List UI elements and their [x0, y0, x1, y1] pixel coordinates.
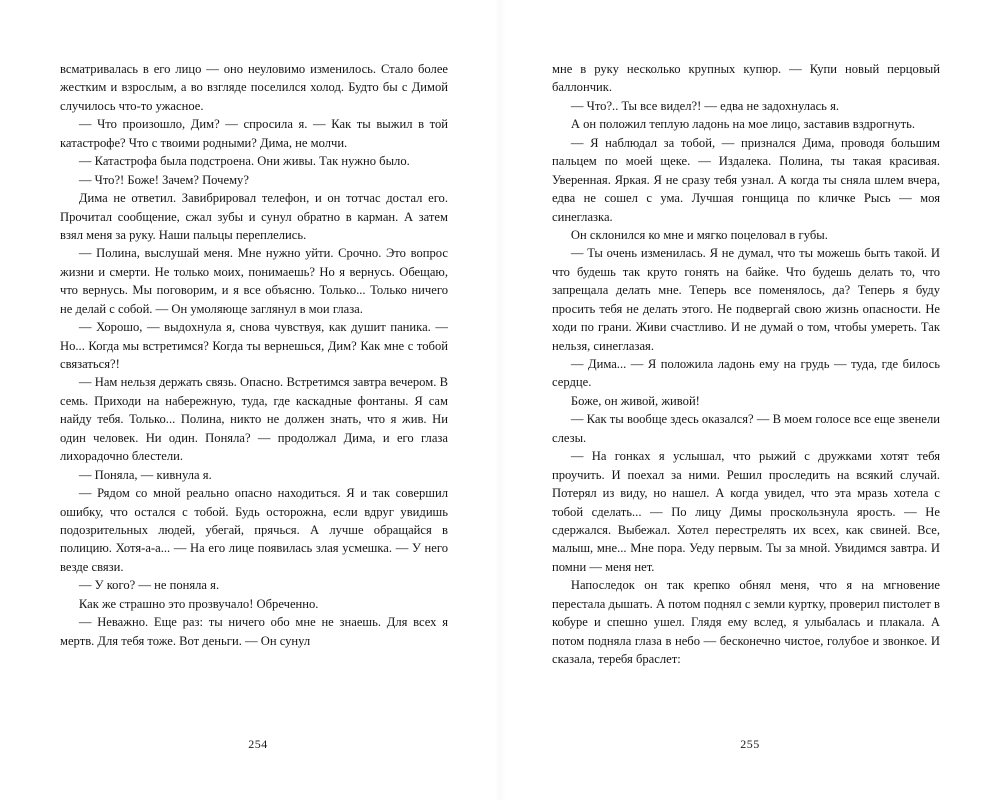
paragraph: мне в руку несколько крупных купюр. — Купи новый перцовый баллончик.	[552, 62, 940, 95]
paragraph: — Ты очень изменилась. Я не думал, что ты можешь быть такой. И что будешь так круто гонять на байке. Что будешь делать то, что запрещала делать мне. Теперь все поменялось, да? Теперь я буду просить тебя не делать этого. Не подвергай свою жизнь опасности. Не ходи по грани. Живи счастливо. И не думай о том, чтобы умереть. Так нельзя, синеглазая.	[552, 246, 940, 353]
page-number-right: 255	[740, 737, 760, 751]
paragraph: — Поняла, — кивнула я.	[78, 467, 212, 482]
paragraph: Как же страшно это прозвучало! Обреченно.	[78, 596, 319, 611]
paragraph: — Нам нельзя держать связь. Опасно. Встретимся завтра вечером. В семь. Приходи на набережную, туда, где каскадные фонтаны. Я сам найду тебя. Только... Полина, никто не должен знать, что я жив. Ни один человек. Ни один. Поняла? — продолжал Дима, и его глаза лихорадочно блестели.	[60, 375, 448, 464]
paragraph: — Что?.. Ты все видел?! — едва не задохнулась я.	[570, 98, 840, 113]
paragraph: — Неважно. Еще раз: ты ничего обо мне не знаешь. Для всех я мертв. Для тебя тоже. Вот деньги. — Он сунул	[60, 615, 448, 648]
left-page-text-column	[60, 60, 448, 650]
paragraph: всматривалась в его лицо — оно неуловимо изменилось. Стало более жестким и взрослым, а во взгляде поселился холод. Будто бы с Димой случилось что-то ужасное.	[60, 62, 448, 113]
paragraph: — Как ты вообще здесь оказался? — В моем голосе все еще звенели слезы.	[552, 412, 940, 445]
paragraph: — Что произошло, Дим? — спросила я. — Как ты выжил в той катастрофе? Что с твоими родными? Дима, не молчи.	[60, 117, 448, 150]
paragraph: — Что?! Боже! Зачем? Почему?	[78, 172, 249, 187]
paragraph: — Полина, выслушай меня. Мне нужно уйти. Срочно. Это вопрос жизни и смерти. Не только моих, понимаешь? Но я вернусь. Обещаю, что вернусь. Мы поговорим, и я все объясню. Только... Только ничего не делай с собой. — Он умоляюще заглянул в мои глаза.	[60, 246, 448, 316]
paragraph: — Рядом со мной реально опасно находиться. Я и так совершил ошибку, что остался с тобой. Будь осторожна, если вдруг увидишь подозрительных людей, убегай, прячься. А лучше обращайся в полицию. Хотя-а-а... — На его лице появилась злая усмешка. — У него везде связи.	[60, 486, 448, 574]
right-page-text-column	[552, 60, 940, 668]
paragraph: Боже, он живой, живой!	[570, 393, 700, 408]
paragraph: — Хорошо, — выдохнула я, снова чувствуя, как душит паника. — Но... Когда мы встретимся? Когда ты вернешься, Дим? Как мне с тобой связаться?!	[60, 320, 448, 371]
paragraph: — Дима... — Я положила ладонь ему на грудь — туда, где билось сердце.	[552, 357, 940, 390]
paragraph: Напоследок он так крепко обнял меня, что я на мгновение перестала дышать. А потом поднял с земли куртку, проверил пистолет в кобуре и спешно ушел. Глядя ему вслед, я улыбалась и плакала. А потом подняла глаза в небо — бесконечно чистое, голубое и звонкое. И сказала, теребя браслет:	[552, 578, 940, 666]
paragraph: — На гонках я услышал, что рыжий с дружками хотят тебя проучить. И поехал за ними. Решил проследить на всякий случай. Потерял из виду, но нашел. А когда увидел, что эта мразь хотела с тобой сделать... — По лицу Димы проскользнула ярость. — Не сдержался. Выбежал. Хотел перестрелять их всех, как свиней. Все, малыш, мне... Мне пора. Уеду первым. Ты за мной. Увидимся завтра. И помни — меня нет.	[552, 449, 940, 574]
paragraph: — У кого? — не поняла я.	[78, 578, 220, 593]
paragraph: — Катастрофа была подстроена. Они живы. Так нужно было.	[78, 154, 410, 169]
page-number-left: 254	[248, 737, 268, 751]
paragraph: — Я наблюдал за тобой, — признался Дима, проводя большим пальцем по моей щеке. — Издалека. Полина, ты такая красивая. Уверенная. Яркая. Я не сразу тебя узнал. А когда ты сняла шлем вчера, едва не сошел с ума. Лучшая гонщица по кличке Рысь — моя синеглазка.	[552, 135, 940, 224]
right-page	[500, 0, 1000, 800]
paragraph: Он склонился ко мне и мягко поцеловал в губы.	[570, 227, 828, 242]
paragraph: Дима не ответил. Завибрировал телефон, и он тотчас достал его. Прочитал сообщение, сжал зубы и сунул обратно в карман. А затем взял меня за руку. Наши пальцы переплелись.	[60, 191, 448, 242]
paragraph: А он положил теплую ладонь на мое лицо, заставив вздрогнуть.	[570, 117, 915, 132]
